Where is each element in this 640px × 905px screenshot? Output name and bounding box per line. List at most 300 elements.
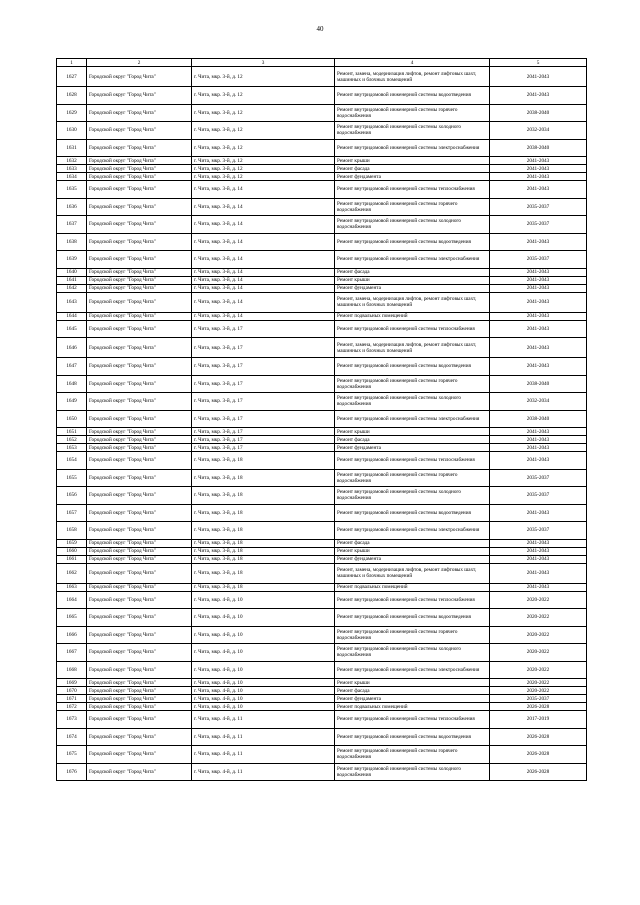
work-type-cell: Ремонт внутридомовой инженерной системы электроснабжения <box>335 139 490 157</box>
work-type-cell: Ремонт фундамента <box>335 444 490 452</box>
row-number-cell: 1630 <box>57 122 87 140</box>
municipality-cell: Городской округ "Город Чита" <box>87 711 192 729</box>
row-number-cell: 1632 <box>57 157 87 165</box>
municipality-cell: Городской округ "Город Чита" <box>87 233 192 251</box>
municipality-cell: Городской округ "Город Чита" <box>87 67 192 87</box>
period-cell: 2035-2037 <box>490 695 587 703</box>
period-cell: 2020-2022 <box>490 609 587 627</box>
address-cell: г. Чита, мкр. 3-й, д. 18 <box>192 469 335 487</box>
address-cell: г. Чита, мкр. 4-й, д. 10 <box>192 626 335 644</box>
row-number-cell: 1665 <box>57 609 87 627</box>
table-row <box>57 165 587 173</box>
address-cell: г. Чита, мкр. 3-й, д. 12 <box>192 139 335 157</box>
address-cell: г. Чита, мкр. 4-й, д. 10 <box>192 644 335 662</box>
period-cell: 2041-2043 <box>490 547 587 555</box>
address-cell: г. Чита, мкр. 3-й, д. 18 <box>192 487 335 505</box>
municipality-cell: Городской округ "Город Чита" <box>87 469 192 487</box>
table-row <box>57 87 587 105</box>
table-row <box>57 284 587 292</box>
period-cell: 2032-2034 <box>490 393 587 411</box>
municipality-cell: Городской округ "Город Чита" <box>87 181 192 199</box>
work-type-cell: Ремонт фасада <box>335 687 490 695</box>
table-row <box>57 251 587 269</box>
municipality-cell: Городской округ "Город Чита" <box>87 312 192 320</box>
row-number-cell: 1643 <box>57 292 87 312</box>
row-number-cell: 1633 <box>57 165 87 173</box>
row-number-cell: 1667 <box>57 644 87 662</box>
period-cell: 2041-2043 <box>490 276 587 284</box>
address-cell: г. Чита, мкр. 4-й, д. 10 <box>192 591 335 609</box>
row-number-cell: 1627 <box>57 67 87 87</box>
row-number-cell: 1637 <box>57 216 87 234</box>
table-row <box>57 198 587 216</box>
table-row <box>57 338 587 358</box>
table-row <box>57 487 587 505</box>
row-number-cell: 1644 <box>57 312 87 320</box>
table-row <box>57 233 587 251</box>
municipality-cell: Городской округ "Город Чита" <box>87 444 192 452</box>
row-number-cell: 1674 <box>57 728 87 746</box>
period-cell: 2041-2043 <box>490 338 587 358</box>
period-cell: 2026-2028 <box>490 763 587 781</box>
work-type-cell: Ремонт внутридомовой инженерной системы теплоснабжения <box>335 711 490 729</box>
work-type-cell: Ремонт крыши <box>335 547 490 555</box>
work-type-cell: Ремонт крыши <box>335 157 490 165</box>
work-type-cell: Ремонт фундамента <box>335 555 490 563</box>
work-type-cell: Ремонт внутридомовой инженерной системы водоотведения <box>335 87 490 105</box>
address-cell: г. Чита, мкр. 3-й, д. 12 <box>192 104 335 122</box>
municipality-cell: Городской округ "Город Чита" <box>87 539 192 547</box>
table-row <box>57 428 587 436</box>
table-row <box>57 436 587 444</box>
work-type-cell: Ремонт внутридомовой инженерной системы холодного водоснабжения <box>335 122 490 140</box>
work-type-cell: Ремонт подвальных помещений <box>335 583 490 591</box>
row-number-cell: 1657 <box>57 504 87 522</box>
address-cell: г. Чита, мкр. 3-й, д. 17 <box>192 436 335 444</box>
address-cell: г. Чита, мкр. 3-й, д. 18 <box>192 522 335 540</box>
address-cell: г. Чита, мкр. 4-й, д. 11 <box>192 763 335 781</box>
municipality-cell: Городской округ "Город Чита" <box>87 276 192 284</box>
municipality-cell: Городской округ "Город Чита" <box>87 555 192 563</box>
address-cell: г. Чита, мкр. 3-й, д. 18 <box>192 563 335 583</box>
municipality-cell: Городской округ "Город Чита" <box>87 87 192 105</box>
period-cell: 2035-2037 <box>490 198 587 216</box>
address-cell: г. Чита, мкр. 3-й, д. 17 <box>192 358 335 376</box>
table-row <box>57 555 587 563</box>
work-type-cell: Ремонт внутридомовой инженерной системы водоотведения <box>335 728 490 746</box>
address-cell: г. Чита, мкр. 3-й, д. 17 <box>192 375 335 393</box>
work-type-cell: Ремонт внутридомовой инженерной системы электроснабжения <box>335 522 490 540</box>
row-number-cell: 1673 <box>57 711 87 729</box>
municipality-cell: Городской округ "Город Чита" <box>87 173 192 181</box>
municipality-cell: Городской округ "Город Чита" <box>87 583 192 591</box>
table-row <box>57 393 587 411</box>
period-cell: 2020-2022 <box>490 626 587 644</box>
period-cell: 2035-2037 <box>490 469 587 487</box>
work-type-cell: Ремонт внутридомовой инженерной системы теплоснабжения <box>335 591 490 609</box>
address-cell: г. Чита, мкр. 3-й, д. 18 <box>192 555 335 563</box>
period-cell: 2041-2043 <box>490 436 587 444</box>
work-type-cell: Ремонт фасада <box>335 436 490 444</box>
period-cell: 2041-2043 <box>490 292 587 312</box>
work-type-cell: Ремонт, замена, модернизация лифтов, ремонт лифтовых шахт, машинных и блочных помещений <box>335 67 490 87</box>
address-cell: г. Чита, мкр. 4-й, д. 10 <box>192 661 335 679</box>
period-cell: 2020-2022 <box>490 591 587 609</box>
table-row <box>57 292 587 312</box>
table-row <box>57 583 587 591</box>
period-cell: 2041-2043 <box>490 555 587 563</box>
municipality-cell: Городской округ "Город Чита" <box>87 563 192 583</box>
work-type-cell: Ремонт, замена, модернизация лифтов, ремонт лифтовых шахт, машинных и блочных помещений <box>335 338 490 358</box>
address-cell: г. Чита, мкр. 4-й, д. 11 <box>192 728 335 746</box>
municipality-cell: Городской округ "Город Чита" <box>87 251 192 269</box>
work-type-cell: Ремонт внутридомовой инженерной системы водоотведения <box>335 609 490 627</box>
row-number-cell: 1646 <box>57 338 87 358</box>
period-cell: 2041-2043 <box>490 583 587 591</box>
period-cell: 2041-2043 <box>490 233 587 251</box>
period-cell: 2032-2034 <box>490 122 587 140</box>
address-cell: г. Чита, мкр. 3-й, д. 17 <box>192 393 335 411</box>
table-row <box>57 312 587 320</box>
work-type-cell: Ремонт внутридомовой инженерной системы холодного водоснабжения <box>335 393 490 411</box>
work-type-cell: Ремонт крыши <box>335 276 490 284</box>
work-type-cell: Ремонт, замена, модернизация лифтов, ремонт лифтовых шахт, машинных и блочных помещений <box>335 292 490 312</box>
row-number-cell: 1642 <box>57 284 87 292</box>
table-row <box>57 679 587 687</box>
municipality-cell: Городской округ "Город Чита" <box>87 198 192 216</box>
column-header: 3 <box>192 59 335 67</box>
period-cell: 2041-2043 <box>490 165 587 173</box>
municipality-cell: Городской округ "Город Чита" <box>87 746 192 764</box>
period-cell: 2041-2043 <box>490 268 587 276</box>
row-number-cell: 1664 <box>57 591 87 609</box>
period-cell: 2041-2043 <box>490 67 587 87</box>
work-type-cell: Ремонт фасада <box>335 165 490 173</box>
row-number-cell: 1652 <box>57 436 87 444</box>
municipality-cell: Городской округ "Город Чита" <box>87 358 192 376</box>
table-row <box>57 763 587 781</box>
municipality-cell: Городской округ "Город Чита" <box>87 122 192 140</box>
work-type-cell: Ремонт фундамента <box>335 284 490 292</box>
municipality-cell: Городской округ "Город Чита" <box>87 679 192 687</box>
table-row <box>57 469 587 487</box>
column-number-header-row <box>57 59 587 67</box>
municipality-cell: Городской округ "Город Чита" <box>87 609 192 627</box>
period-cell: 2038-2040 <box>490 375 587 393</box>
period-cell: 2038-2040 <box>490 410 587 428</box>
period-cell: 2041-2043 <box>490 181 587 199</box>
table-row <box>57 181 587 199</box>
row-number-cell: 1641 <box>57 276 87 284</box>
period-cell: 2041-2043 <box>490 539 587 547</box>
table-row <box>57 504 587 522</box>
work-type-cell: Ремонт внутридомовой инженерной системы холодного водоснабжения <box>335 644 490 662</box>
address-cell: г. Чита, мкр. 4-й, д. 10 <box>192 679 335 687</box>
table-row <box>57 563 587 583</box>
work-type-cell: Ремонт внутридомовой инженерной системы холодного водоснабжения <box>335 763 490 781</box>
work-type-cell: Ремонт внутридомовой инженерной системы холодного водоснабжения <box>335 487 490 505</box>
table-row <box>57 320 587 338</box>
address-cell: г. Чита, мкр. 3-й, д. 12 <box>192 67 335 87</box>
address-cell: г. Чита, мкр. 3-й, д. 14 <box>192 284 335 292</box>
period-cell: 2020-2022 <box>490 687 587 695</box>
work-type-cell: Ремонт внутридомовой инженерной системы холодного водоснабжения <box>335 216 490 234</box>
municipality-cell: Городской округ "Город Чита" <box>87 436 192 444</box>
row-number-cell: 1662 <box>57 563 87 583</box>
table-row <box>57 522 587 540</box>
address-cell: г. Чита, мкр. 3-й, д. 17 <box>192 320 335 338</box>
municipality-cell: Городской округ "Город Чита" <box>87 375 192 393</box>
column-header: 1 <box>57 59 87 67</box>
row-number-cell: 1672 <box>57 703 87 711</box>
address-cell: г. Чита, мкр. 3-й, д. 18 <box>192 547 335 555</box>
table-row <box>57 67 587 87</box>
period-cell: 2035-2037 <box>490 487 587 505</box>
table-row <box>57 661 587 679</box>
work-type-cell: Ремонт внутридомовой инженерной системы горячего водоснабжения <box>335 375 490 393</box>
address-cell: г. Чита, мкр. 3-й, д. 12 <box>192 157 335 165</box>
table-row <box>57 122 587 140</box>
work-type-cell: Ремонт внутридомовой инженерной системы горячего водоснабжения <box>335 746 490 764</box>
row-number-cell: 1655 <box>57 469 87 487</box>
table-row <box>57 609 587 627</box>
municipality-cell: Городской округ "Город Чита" <box>87 216 192 234</box>
table-row <box>57 452 587 470</box>
municipality-cell: Городской округ "Город Чита" <box>87 661 192 679</box>
work-type-cell: Ремонт фасада <box>335 268 490 276</box>
address-cell: г. Чита, мкр. 3-й, д. 12 <box>192 87 335 105</box>
municipality-cell: Городской округ "Город Чита" <box>87 104 192 122</box>
table-row <box>57 139 587 157</box>
row-number-cell: 1645 <box>57 320 87 338</box>
row-number-cell: 1670 <box>57 687 87 695</box>
table-row <box>57 375 587 393</box>
column-header: 4 <box>335 59 490 67</box>
row-number-cell: 1676 <box>57 763 87 781</box>
row-number-cell: 1638 <box>57 233 87 251</box>
period-cell: 2026-2028 <box>490 746 587 764</box>
row-number-cell: 1671 <box>57 695 87 703</box>
table-row <box>57 539 587 547</box>
period-cell: 2035-2037 <box>490 251 587 269</box>
work-type-cell: Ремонт, замена, модернизация лифтов, ремонт лифтовых шахт, машинных и блочных помещений <box>335 563 490 583</box>
work-type-cell: Ремонт крыши <box>335 428 490 436</box>
row-number-cell: 1647 <box>57 358 87 376</box>
table-row <box>57 268 587 276</box>
municipality-cell: Городской округ "Город Чита" <box>87 284 192 292</box>
table-row <box>57 410 587 428</box>
address-cell: г. Чита, мкр. 3-й, д. 14 <box>192 198 335 216</box>
work-type-cell: Ремонт внутридомовой инженерной системы теплоснабжения <box>335 320 490 338</box>
row-number-cell: 1660 <box>57 547 87 555</box>
municipality-cell: Городской округ "Город Чита" <box>87 393 192 411</box>
work-type-cell: Ремонт подвальных помещений <box>335 312 490 320</box>
period-cell: 2041-2043 <box>490 157 587 165</box>
work-type-cell: Ремонт внутридомовой инженерной системы теплоснабжения <box>335 452 490 470</box>
municipality-cell: Городской округ "Город Чита" <box>87 687 192 695</box>
address-cell: г. Чита, мкр. 3-й, д. 17 <box>192 410 335 428</box>
municipality-cell: Городской округ "Город Чита" <box>87 644 192 662</box>
work-type-cell: Ремонт крыши <box>335 679 490 687</box>
work-type-cell: Ремонт внутридомовой инженерной системы теплоснабжения <box>335 181 490 199</box>
work-type-cell: Ремонт внутридомовой инженерной системы электроснабжения <box>335 410 490 428</box>
municipality-cell: Городской округ "Город Чита" <box>87 428 192 436</box>
row-number-cell: 1639 <box>57 251 87 269</box>
period-cell: 2026-2028 <box>490 703 587 711</box>
work-type-cell: Ремонт внутридомовой инженерной системы водоотведения <box>335 504 490 522</box>
municipality-cell: Городской округ "Город Чита" <box>87 695 192 703</box>
municipality-cell: Городской округ "Город Чита" <box>87 165 192 173</box>
period-cell: 2035-2037 <box>490 522 587 540</box>
municipality-cell: Городской округ "Город Чита" <box>87 626 192 644</box>
table-row <box>57 626 587 644</box>
work-type-cell: Ремонт подвальных помещений <box>335 703 490 711</box>
address-cell: г. Чита, мкр. 3-й, д. 14 <box>192 251 335 269</box>
work-type-cell: Ремонт внутридомовой инженерной системы водоотведения <box>335 233 490 251</box>
work-type-cell: Ремонт внутридомовой инженерной системы горячего водоснабжения <box>335 469 490 487</box>
row-number-cell: 1650 <box>57 410 87 428</box>
address-cell: г. Чита, мкр. 3-й, д. 14 <box>192 292 335 312</box>
row-number-cell: 1654 <box>57 452 87 470</box>
period-cell: 2041-2043 <box>490 428 587 436</box>
municipality-cell: Городской округ "Город Чита" <box>87 320 192 338</box>
row-number-cell: 1651 <box>57 428 87 436</box>
row-number-cell: 1675 <box>57 746 87 764</box>
row-number-cell: 1636 <box>57 198 87 216</box>
period-cell: 2041-2043 <box>490 173 587 181</box>
period-cell: 2041-2043 <box>490 312 587 320</box>
table-row <box>57 104 587 122</box>
row-number-cell: 1631 <box>57 139 87 157</box>
row-number-cell: 1635 <box>57 181 87 199</box>
address-cell: г. Чита, мкр. 4-й, д. 11 <box>192 746 335 764</box>
table-row <box>57 547 587 555</box>
municipality-cell: Городской округ "Город Чита" <box>87 703 192 711</box>
address-cell: г. Чита, мкр. 3-й, д. 17 <box>192 444 335 452</box>
municipality-cell: Городской округ "Город Чита" <box>87 522 192 540</box>
period-cell: 2026-2028 <box>490 728 587 746</box>
table-row <box>57 591 587 609</box>
row-number-cell: 1649 <box>57 393 87 411</box>
period-cell: 2038-2040 <box>490 104 587 122</box>
address-cell: г. Чита, мкр. 4-й, д. 10 <box>192 703 335 711</box>
row-number-cell: 1663 <box>57 583 87 591</box>
table-row <box>57 711 587 729</box>
municipality-cell: Городской округ "Город Чита" <box>87 728 192 746</box>
table-row <box>57 276 587 284</box>
column-header: 2 <box>87 59 192 67</box>
period-cell: 2035-2037 <box>490 216 587 234</box>
work-type-cell: Ремонт внутридомовой инженерной системы горячего водоснабжения <box>335 104 490 122</box>
period-cell: 2041-2043 <box>490 358 587 376</box>
municipality-cell: Городской округ "Город Чита" <box>87 487 192 505</box>
row-number-cell: 1629 <box>57 104 87 122</box>
municipality-cell: Городской округ "Город Чита" <box>87 504 192 522</box>
work-type-cell: Ремонт внутридомовой инженерной системы водоотведения <box>335 358 490 376</box>
address-cell: г. Чита, мкр. 3-й, д. 17 <box>192 338 335 358</box>
period-cell: 2041-2043 <box>490 284 587 292</box>
address-cell: г. Чита, мкр. 4-й, д. 10 <box>192 695 335 703</box>
address-cell: г. Чита, мкр. 3-й, д. 12 <box>192 173 335 181</box>
row-number-cell: 1666 <box>57 626 87 644</box>
address-cell: г. Чита, мкр. 4-й, д. 10 <box>192 609 335 627</box>
address-cell: г. Чита, мкр. 3-й, д. 17 <box>192 428 335 436</box>
period-cell: 2020-2022 <box>490 661 587 679</box>
work-type-cell: Ремонт внутридомовой инженерной системы электроснабжения <box>335 251 490 269</box>
row-number-cell: 1648 <box>57 375 87 393</box>
row-number-cell: 1658 <box>57 522 87 540</box>
work-type-cell: Ремонт внутридомовой инженерной системы горячего водоснабжения <box>335 198 490 216</box>
municipality-cell: Городской округ "Город Чита" <box>87 268 192 276</box>
municipality-cell: Городской округ "Город Чита" <box>87 292 192 312</box>
address-cell: г. Чита, мкр. 3-й, д. 14 <box>192 233 335 251</box>
table-row <box>57 444 587 452</box>
period-cell: 2020-2022 <box>490 679 587 687</box>
municipality-cell: Городской округ "Город Чита" <box>87 591 192 609</box>
table-row <box>57 644 587 662</box>
row-number-cell: 1659 <box>57 539 87 547</box>
address-cell: г. Чита, мкр. 4-й, д. 11 <box>192 711 335 729</box>
municipality-cell: Городской округ "Город Чита" <box>87 452 192 470</box>
table-row <box>57 157 587 165</box>
row-number-cell: 1634 <box>57 173 87 181</box>
page-number: 40 <box>316 25 324 33</box>
municipality-cell: Городской округ "Город Чита" <box>87 547 192 555</box>
table-row <box>57 216 587 234</box>
municipality-cell: Городской округ "Город Чита" <box>87 410 192 428</box>
work-type-cell: Ремонт фундамента <box>335 695 490 703</box>
address-cell: г. Чита, мкр. 3-й, д. 12 <box>192 165 335 173</box>
address-cell: г. Чита, мкр. 3-й, д. 12 <box>192 122 335 140</box>
period-cell: 2041-2043 <box>490 563 587 583</box>
row-number-cell: 1661 <box>57 555 87 563</box>
municipality-cell: Городской округ "Город Чита" <box>87 139 192 157</box>
period-cell: 2041-2043 <box>490 452 587 470</box>
row-number-cell: 1656 <box>57 487 87 505</box>
table-row <box>57 695 587 703</box>
address-cell: г. Чита, мкр. 3-й, д. 14 <box>192 276 335 284</box>
table-row <box>57 173 587 181</box>
capital-repair-table <box>56 58 587 781</box>
table-row <box>57 728 587 746</box>
work-type-cell: Ремонт внутридомовой инженерной системы горячего водоснабжения <box>335 626 490 644</box>
row-number-cell: 1640 <box>57 268 87 276</box>
municipality-cell: Городской округ "Город Чита" <box>87 338 192 358</box>
address-cell: г. Чита, мкр. 4-й, д. 10 <box>192 687 335 695</box>
work-type-cell: Ремонт внутридомовой инженерной системы электроснабжения <box>335 661 490 679</box>
row-number-cell: 1653 <box>57 444 87 452</box>
address-cell: г. Чита, мкр. 3-й, д. 18 <box>192 583 335 591</box>
work-type-cell: Ремонт фундамента <box>335 173 490 181</box>
period-cell: 2020-2022 <box>490 644 587 662</box>
table-row <box>57 746 587 764</box>
table-row <box>57 358 587 376</box>
period-cell: 2041-2043 <box>490 504 587 522</box>
address-cell: г. Чита, мкр. 3-й, д. 14 <box>192 181 335 199</box>
municipality-cell: Городской округ "Город Чита" <box>87 763 192 781</box>
address-cell: г. Чита, мкр. 3-й, д. 14 <box>192 312 335 320</box>
row-number-cell: 1628 <box>57 87 87 105</box>
table-row <box>57 703 587 711</box>
municipality-cell: Городской округ "Город Чита" <box>87 157 192 165</box>
row-number-cell: 1669 <box>57 679 87 687</box>
address-cell: г. Чита, мкр. 3-й, д. 18 <box>192 539 335 547</box>
period-cell: 2041-2043 <box>490 320 587 338</box>
address-cell: г. Чита, мкр. 3-й, д. 14 <box>192 268 335 276</box>
address-cell: г. Чита, мкр. 3-й, д. 18 <box>192 452 335 470</box>
row-number-cell: 1668 <box>57 661 87 679</box>
work-type-cell: Ремонт фасада <box>335 539 490 547</box>
